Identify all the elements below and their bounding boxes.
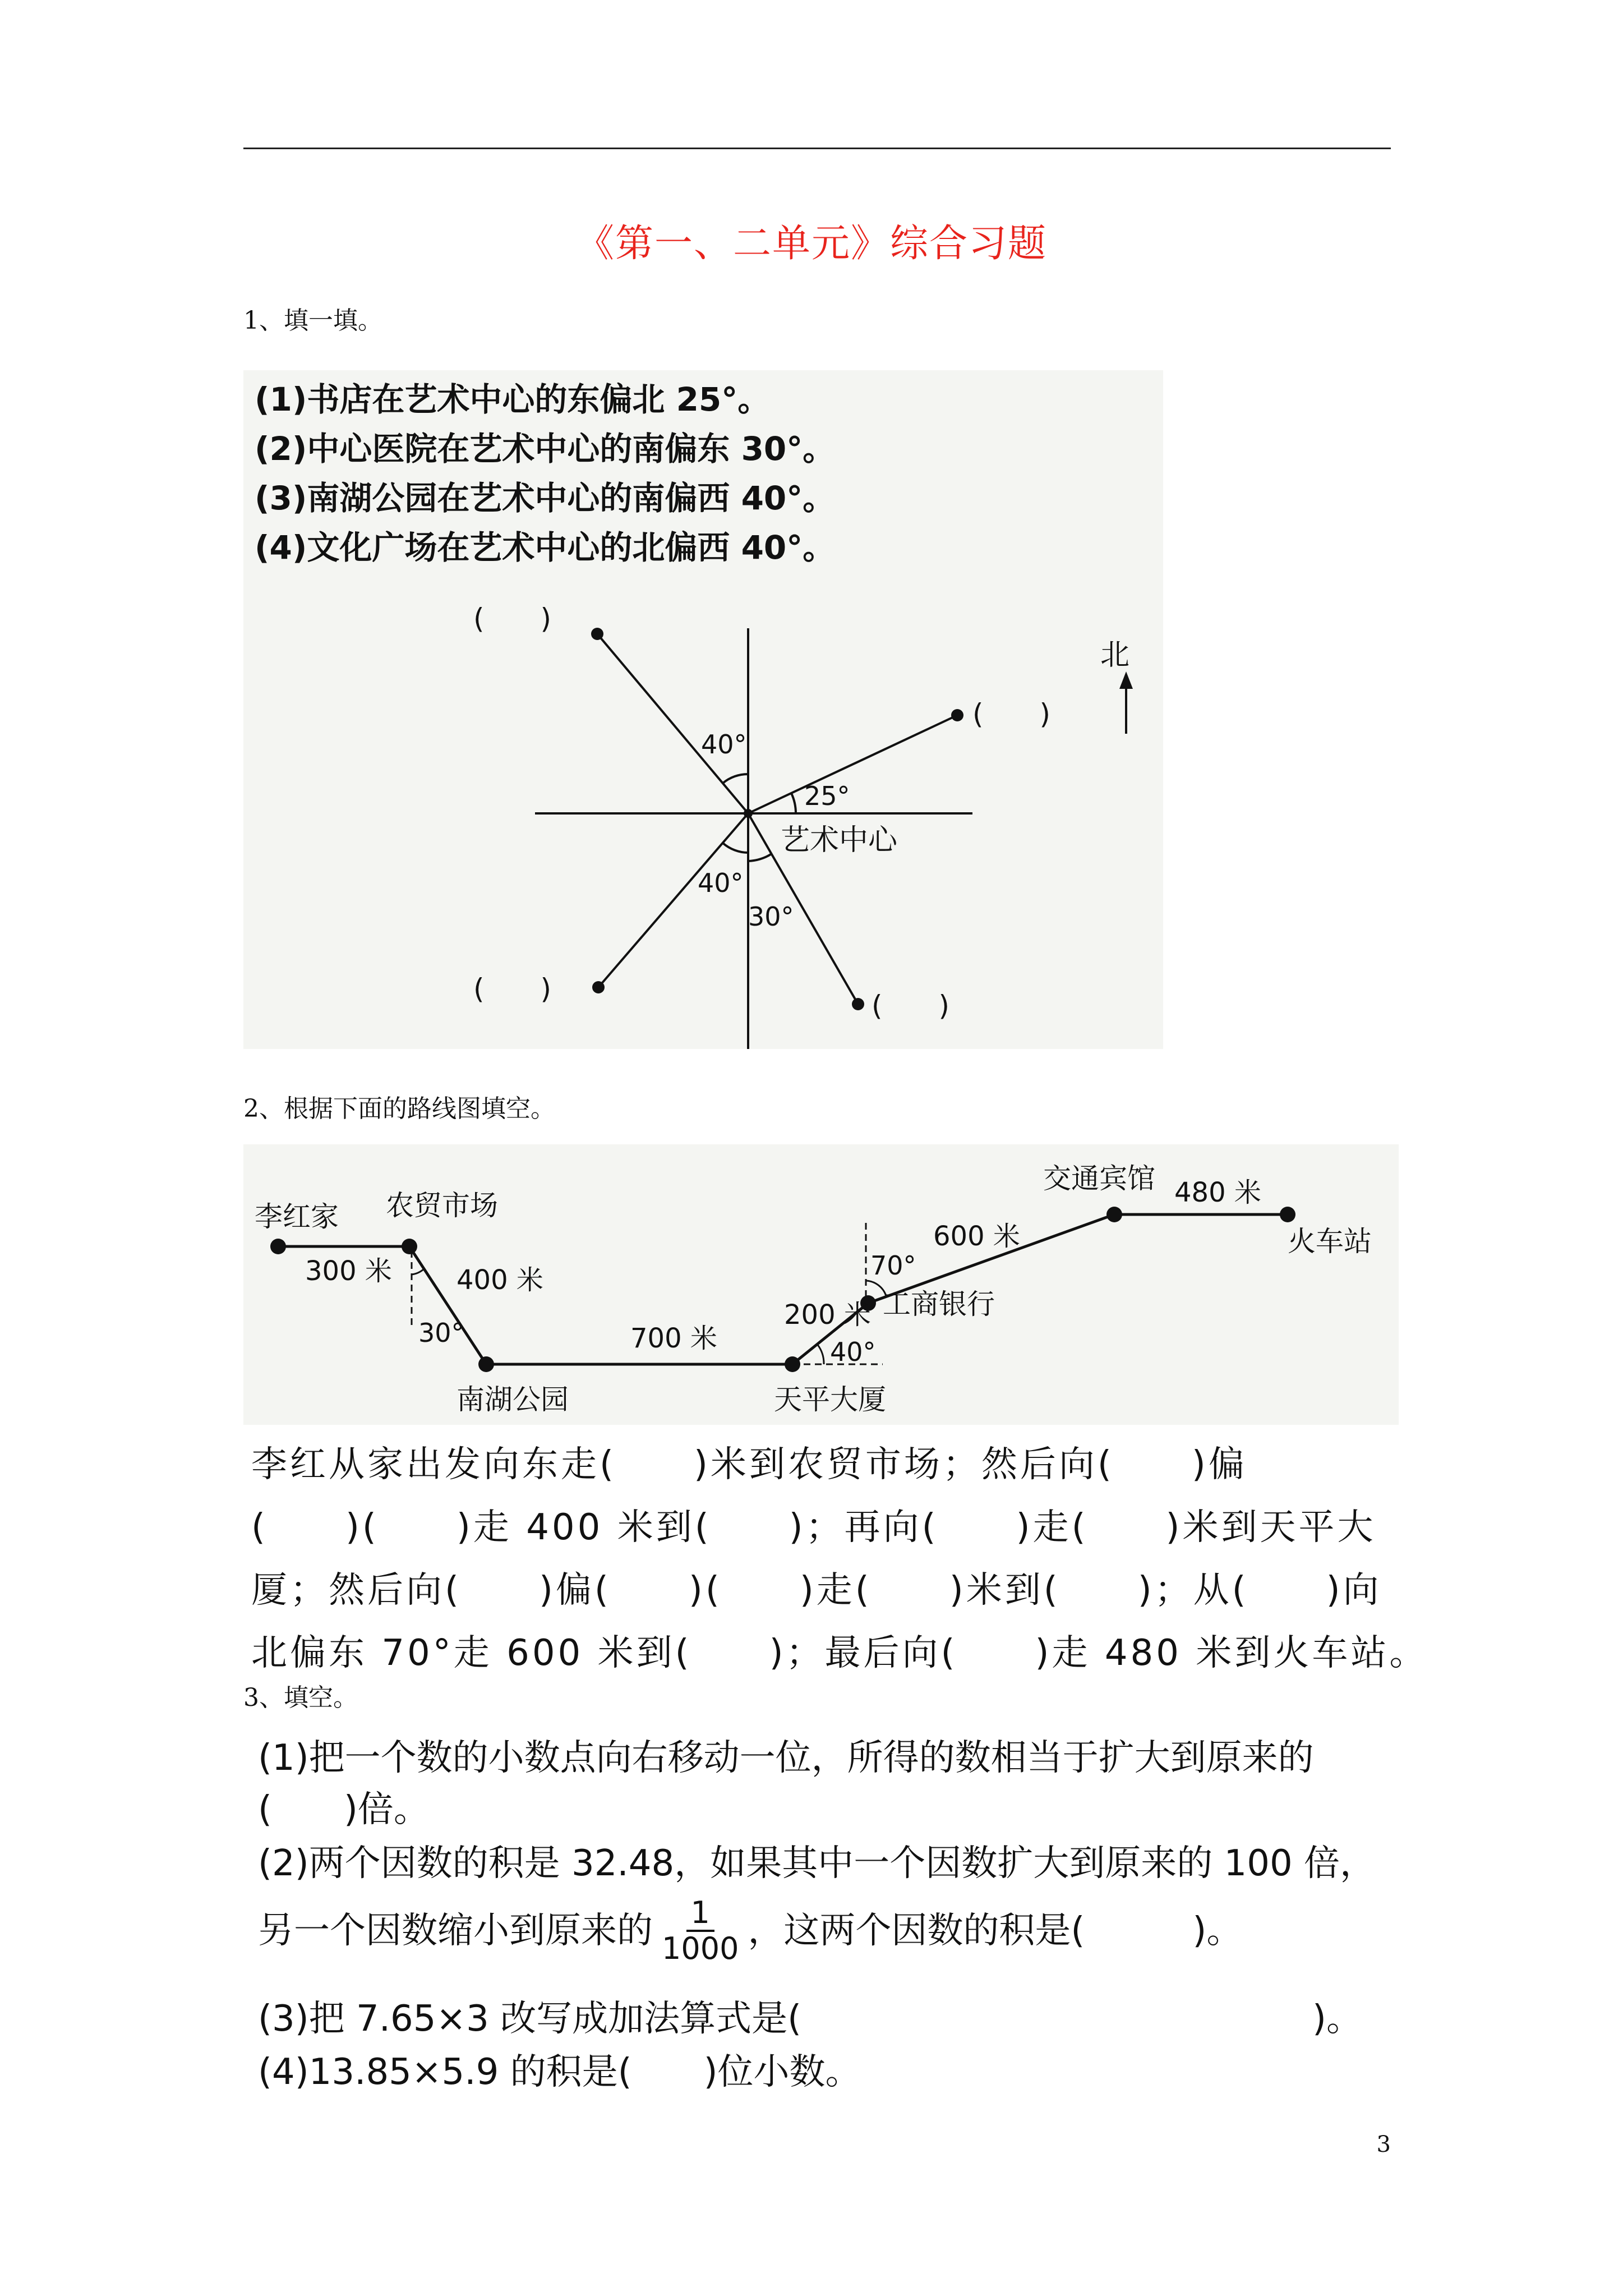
place-bank: 工商银行 xyxy=(883,1288,995,1320)
place-park: 南湖公园 xyxy=(457,1383,569,1416)
q3-item-3-text: (3)把 7.65×3 改写成加法算式是( xyxy=(258,1998,802,2040)
question-3-heading: 3、填空。 xyxy=(243,1683,358,1712)
node-park xyxy=(478,1356,494,1372)
angle-label-4: 30° xyxy=(748,901,794,932)
node-tower xyxy=(785,1356,800,1372)
angle-market: 30° xyxy=(418,1318,464,1348)
line-northwest xyxy=(597,634,748,813)
q2-line-3: 厦；然后向( )偏( )( )走( )米到( )；从( )向 xyxy=(251,1570,1382,1611)
arc-market xyxy=(412,1269,424,1274)
q3-item-1-line-1: (1)把一个数的小数点向右移动一位，所得的数相当于扩大到原来的 xyxy=(258,1737,1314,1779)
header-rule xyxy=(243,148,1391,149)
q3-item-2-line-2 xyxy=(258,1896,1242,1966)
angle-label-3: 40° xyxy=(698,868,744,898)
q3-item-2-text-b: ，这两个因数的积是( )。 xyxy=(748,1910,1243,1952)
blank-northwest: ( ) xyxy=(473,602,552,635)
angle-label-2: 25° xyxy=(804,781,850,811)
place-market: 农贸市场 xyxy=(386,1189,498,1222)
arc-south-west xyxy=(723,843,748,853)
place-tower: 天平大厦 xyxy=(774,1383,886,1416)
angle-label-1: 40° xyxy=(701,729,747,760)
statement-2: (2)中心医院在艺术中心的南偏东 30°。 xyxy=(255,430,836,468)
arc-north-west xyxy=(723,774,748,783)
node-home xyxy=(270,1239,286,1254)
north-label: 北 xyxy=(1100,638,1130,672)
statement-1: (1)书店在艺术中心的东偏北 25°。 xyxy=(255,380,771,418)
q2-line-1: 李红从家出发向东走( )米到农贸市场；然后向( )偏 xyxy=(251,1444,1247,1485)
north-arrow-icon xyxy=(1119,671,1133,689)
arc-south-east xyxy=(748,854,772,861)
statement-3: (3)南湖公园在艺术中心的南偏西 40°。 xyxy=(255,479,836,517)
figure-compass xyxy=(243,370,1163,1049)
distance-6: 480 米 xyxy=(1174,1177,1261,1208)
center-point xyxy=(744,809,753,818)
distance-1: 300 米 xyxy=(305,1255,392,1287)
point-southwest xyxy=(592,981,605,993)
blank-southeast: ( ) xyxy=(872,990,950,1022)
point-east-north xyxy=(951,709,963,721)
page-number: 3 xyxy=(1376,2132,1391,2157)
distance-3: 700 米 xyxy=(630,1323,717,1354)
figure-route-map xyxy=(243,1144,1399,1425)
line-east-north xyxy=(748,715,957,813)
q2-line-4: 北偏东 70°走 600 米到( )；最后向( )走 480 米到火车站。 xyxy=(251,1632,1428,1674)
q3-item-1-line-2: ( )倍。 xyxy=(258,1789,430,1830)
q3-item-4: (4)13.85×5.9 的积是( )位小数。 xyxy=(258,2051,861,2093)
place-station: 火车站 xyxy=(1288,1225,1372,1258)
fraction-numerator: 1 xyxy=(686,1896,714,1932)
point-northwest xyxy=(591,628,603,640)
arc-east-north xyxy=(791,793,796,813)
q3-item-2-line-1: (2)两个因数的积是 32.48，如果其中一个因数扩大到原来的 100 倍， xyxy=(258,1843,1376,1884)
node-market xyxy=(402,1239,417,1254)
blank-southwest: ( ) xyxy=(473,973,552,1005)
center-label: 艺术中心 xyxy=(781,823,898,857)
distance-5: 600 米 xyxy=(933,1221,1020,1252)
q3-item-3-close: )。 xyxy=(1312,1998,1362,2040)
place-hotel: 交通宾馆 xyxy=(1043,1162,1155,1195)
question-2-text xyxy=(251,1433,1428,1685)
compass-diagram xyxy=(243,370,1163,1049)
q2-line-2: ( )( )走 400 米到( )；再向( )走( )米到天平大 xyxy=(251,1507,1376,1548)
point-southeast xyxy=(852,998,864,1010)
blank-east-north: ( ) xyxy=(972,698,1051,730)
page-title: 《第一、二单元》综合习题 xyxy=(575,222,1047,266)
node-station xyxy=(1280,1207,1295,1222)
place-home: 李红家 xyxy=(255,1200,339,1233)
angle-bank: 70° xyxy=(870,1250,916,1281)
route-map xyxy=(243,1144,1399,1425)
question-1-heading: 1、填一填。 xyxy=(243,306,382,335)
arc-tower xyxy=(817,1344,824,1364)
line-southwest xyxy=(598,813,748,987)
distance-2: 400 米 xyxy=(457,1264,543,1296)
fraction xyxy=(657,1896,743,1966)
statement-4: (4)文化广场在艺术中心的北偏西 40°。 xyxy=(255,528,836,567)
angle-tower: 40° xyxy=(830,1337,876,1367)
fraction-denominator: 1000 xyxy=(662,1931,739,1966)
node-hotel xyxy=(1106,1207,1122,1222)
question-2-heading: 2、根据下面的路线图填空。 xyxy=(243,1094,555,1123)
q3-item-2-text-a: 另一个因数缩小到原来的 xyxy=(258,1910,653,1952)
distance-4: 200 米 xyxy=(784,1299,871,1331)
